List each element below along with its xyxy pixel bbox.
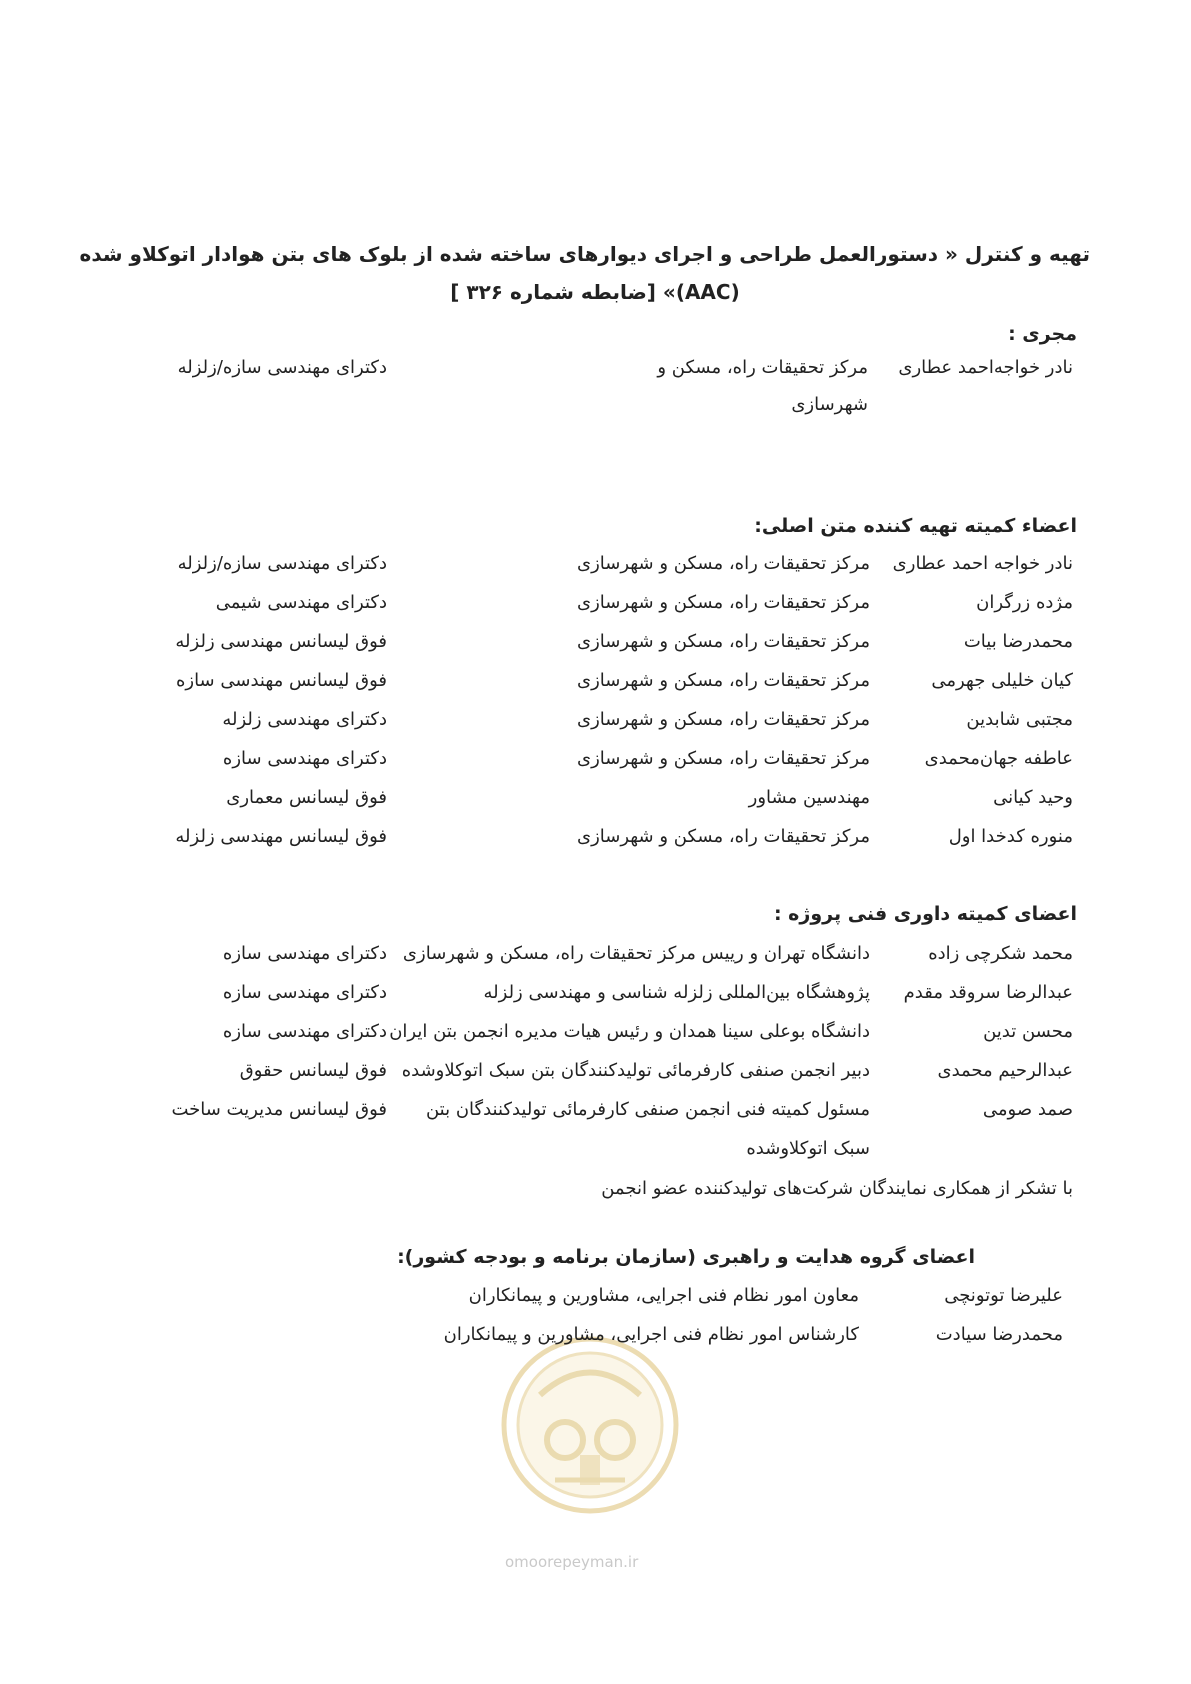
original-member-org: مرکز تحقیقات راه، مسکن و شهرسازی bbox=[576, 631, 870, 652]
review-member-org-line2: سبک اتوکلاوشده bbox=[746, 1138, 870, 1159]
review-member-degree: دکترای مهندسی سازه bbox=[222, 1021, 387, 1042]
original-member-degree: فوق لیسانس مهندسی زلزله bbox=[175, 826, 387, 847]
review-member-name: صمد صومی bbox=[982, 1099, 1073, 1120]
review-member-name: محمد شکرچی زاده bbox=[928, 943, 1073, 964]
review-member-org: دانشگاه تهران و رییس مرکز تحقیقات راه، مسکن و شهرسازی bbox=[402, 943, 870, 964]
original-committee-heading: اعضاء کمیته تهیه کننده متن اصلی: bbox=[754, 515, 1077, 537]
original-member-degree: فوق لیسانس معماری bbox=[226, 787, 387, 808]
original-member-name: منوره کدخدا اول bbox=[948, 826, 1073, 847]
original-member-name: نادر خواجه احمد عطاری bbox=[892, 553, 1073, 574]
original-member-degree: دکترای مهندسی سازه/زلزله bbox=[177, 553, 387, 574]
steering-member-name: محمدرضا سیادت bbox=[935, 1324, 1063, 1345]
original-member-degree: دکترای مهندسی سازه bbox=[222, 748, 387, 769]
watermark-url: omoorepeyman.ir bbox=[505, 1553, 639, 1571]
steering-member-name: علیرضا توتونچی bbox=[944, 1285, 1063, 1306]
steering-member-role: کارشناس امور نظام فنی اجرایی، مشاورین و پیمانکاران bbox=[443, 1324, 859, 1345]
original-member-org: مرکز تحقیقات راه، مسکن و شهرسازی bbox=[576, 748, 870, 769]
original-member-org: مرکز تحقیقات راه، مسکن و شهرسازی bbox=[576, 592, 870, 613]
executor-degree: دکترای مهندسی سازه/زلزله bbox=[177, 357, 387, 378]
original-member-degree: فوق لیسانس مهندسی زلزله bbox=[175, 631, 387, 652]
review-member-name: عبدالرضا سروقد مقدم bbox=[903, 982, 1073, 1003]
review-member-org: دانشگاه بوعلی سینا همدان و رئیس هیات مدیره انجمن بتن ایران bbox=[389, 1021, 870, 1042]
review-member-org: دبیر انجمن صنفی کارفرمائی تولیدکنندگان بتن سبک اتوکلاوشده bbox=[401, 1060, 870, 1081]
executor-org-line1: مرکز تحقیقات راه، مسکن و bbox=[657, 357, 868, 378]
review-member-name: محسن تدین bbox=[983, 1021, 1073, 1042]
original-member-name: مژده زرگران bbox=[976, 592, 1073, 613]
acknowledgement-text: با تشکر از همکاری نمایندگان شرکت‌های تولیدکننده عضو انجمن bbox=[601, 1178, 1073, 1199]
review-member-degree: فوق لیسانس مدیریت ساخت bbox=[171, 1099, 387, 1120]
original-member-name: مجتبی شابدین bbox=[966, 709, 1073, 730]
original-member-name: محمدرضا بیات bbox=[963, 631, 1073, 652]
original-member-name: وحید کیانی bbox=[993, 787, 1073, 808]
original-member-name: عاطفه جهان‌محمدی bbox=[924, 748, 1073, 769]
review-member-org: مسئول کمیته فنی انجمن صنفی کارفرمائی تولیدکنندگان بتن bbox=[425, 1099, 870, 1120]
steering-member-role: معاون امور نظام فنی اجرایی، مشاورین و پیمانکاران bbox=[468, 1285, 859, 1306]
review-member-degree: دکترای مهندسی سازه bbox=[222, 982, 387, 1003]
original-member-org: مهندسین مشاور bbox=[748, 787, 870, 808]
seal-logo-icon bbox=[500, 1335, 680, 1515]
review-member-degree: دکترای مهندسی سازه bbox=[222, 943, 387, 964]
original-member-org: مرکز تحقیقات راه، مسکن و شهرسازی bbox=[576, 553, 870, 574]
review-member-name: عبدالرحیم محمدی bbox=[937, 1060, 1073, 1081]
original-member-degree: فوق لیسانس مهندسی سازه bbox=[175, 670, 387, 691]
original-member-degree: دکترای مهندسی شیمی bbox=[215, 592, 387, 613]
steering-group-heading: اعضای گروه هدایت و راهبری (سازمان برنامه و بودجه کشور): bbox=[397, 1246, 975, 1268]
review-member-degree: فوق لیسانس حقوق bbox=[239, 1060, 387, 1081]
executor-name: نادر خواجه‌احمد عطاری bbox=[898, 357, 1073, 378]
executor-heading: مجری : bbox=[1008, 323, 1077, 345]
document-title-line2: (AAC)» [ضابطه شماره ۳۲۶ ] bbox=[450, 280, 740, 304]
original-member-org: مرکز تحقیقات راه، مسکن و شهرسازی bbox=[576, 670, 870, 691]
executor-org-line2: شهرسازی bbox=[791, 394, 868, 415]
original-member-org: مرکز تحقیقات راه، مسکن و شهرسازی bbox=[576, 709, 870, 730]
review-committee-heading: اعضای کمیته داوری فنی پروژه : bbox=[773, 903, 1077, 925]
original-member-name: کیان خلیلی جهرمی bbox=[931, 670, 1073, 691]
document-title-line1: تهیه و کنترل « دستورالعمل طراحی و اجرای دیوارهای ساخته شده از بلوک های بتن هوادار اتوکلاو شده bbox=[79, 242, 1090, 266]
original-member-degree: دکترای مهندسی زلزله bbox=[222, 709, 387, 730]
original-member-org: مرکز تحقیقات راه، مسکن و شهرسازی bbox=[576, 826, 870, 847]
review-member-org: پژوهشگاه بین‌المللی زلزله شناسی و مهندسی زلزله bbox=[483, 982, 870, 1003]
